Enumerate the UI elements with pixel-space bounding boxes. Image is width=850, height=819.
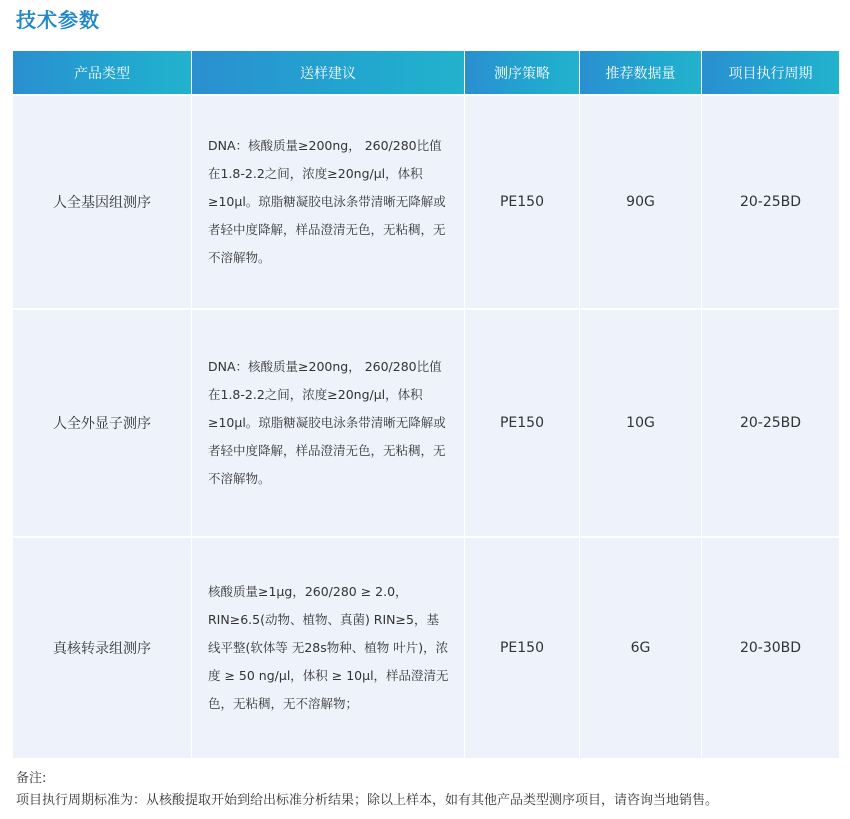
seq-strategy-cell: PE150	[464, 96, 579, 308]
header-seq-strategy: 测序策略	[464, 51, 579, 94]
product-type-cell: 人全外显子测序	[53, 416, 151, 432]
recommended-data-cell: 90G	[579, 96, 701, 308]
table-row	[13, 310, 839, 538]
header-project-cycle: 项目执行周期	[701, 51, 839, 94]
recommended-data-cell: 6G	[579, 538, 701, 758]
table-row	[13, 96, 839, 310]
project-cycle-cell: 20-25BD	[701, 310, 839, 536]
sample-advice-cell: 核酸质量≥1μg，260/280 ≥ 2.0，RIN≥6.5(动物、植物、真菌) RIN≥5，基线平整(软体等 无28s物种、植物 叶片)，浓度 ≥ 50 ng/μl，体积 ≥ 10μl，样品澄清无色，无粘稠，无不溶解物；	[191, 538, 464, 758]
header-sample-advice: 送样建议	[191, 51, 464, 94]
notes-block	[16, 768, 718, 812]
sample-advice-cell: DNA：核酸质量≥200ng， 260/280比值在1.8-2.2之间，浓度≥20ng/μl，体积≥10μl。琼脂糖凝胶电泳条带清晰无降解或者轻中度降解，样品澄清无色，无粘稠，无不溶解物。	[191, 310, 464, 536]
table-header-row	[13, 51, 839, 96]
project-cycle-cell: 20-30BD	[701, 538, 839, 758]
table-row	[13, 538, 839, 760]
seq-strategy-cell: PE150	[464, 538, 579, 758]
sample-advice-cell: DNA：核酸质量≥200ng， 260/280比值在1.8-2.2之间，浓度≥20ng/μl，体积≥10μl。琼脂糖凝胶电泳条带清晰无降解或者轻中度降解，样品澄清无色，无粘稠，无不溶解物。	[191, 96, 464, 308]
project-cycle-cell: 20-25BD	[701, 96, 839, 308]
header-product-type: 产品类型	[13, 51, 191, 94]
section-title: 技术参数	[16, 8, 100, 32]
header-recommended-data: 推荐数据量	[579, 51, 701, 94]
notes-label: 备注:	[16, 771, 47, 786]
notes-text: 项目执行周期标准为：从核酸提取开始到给出标准分析结果；除以上样本，如有其他产品类型测序项目，请咨询当地销售。	[16, 793, 719, 808]
product-type-cell: 人全基因组测序	[53, 195, 151, 211]
recommended-data-cell: 10G	[579, 310, 701, 536]
product-type-cell: 真核转录组测序	[53, 641, 151, 657]
tech-params-table	[13, 51, 839, 760]
seq-strategy-cell: PE150	[464, 310, 579, 536]
